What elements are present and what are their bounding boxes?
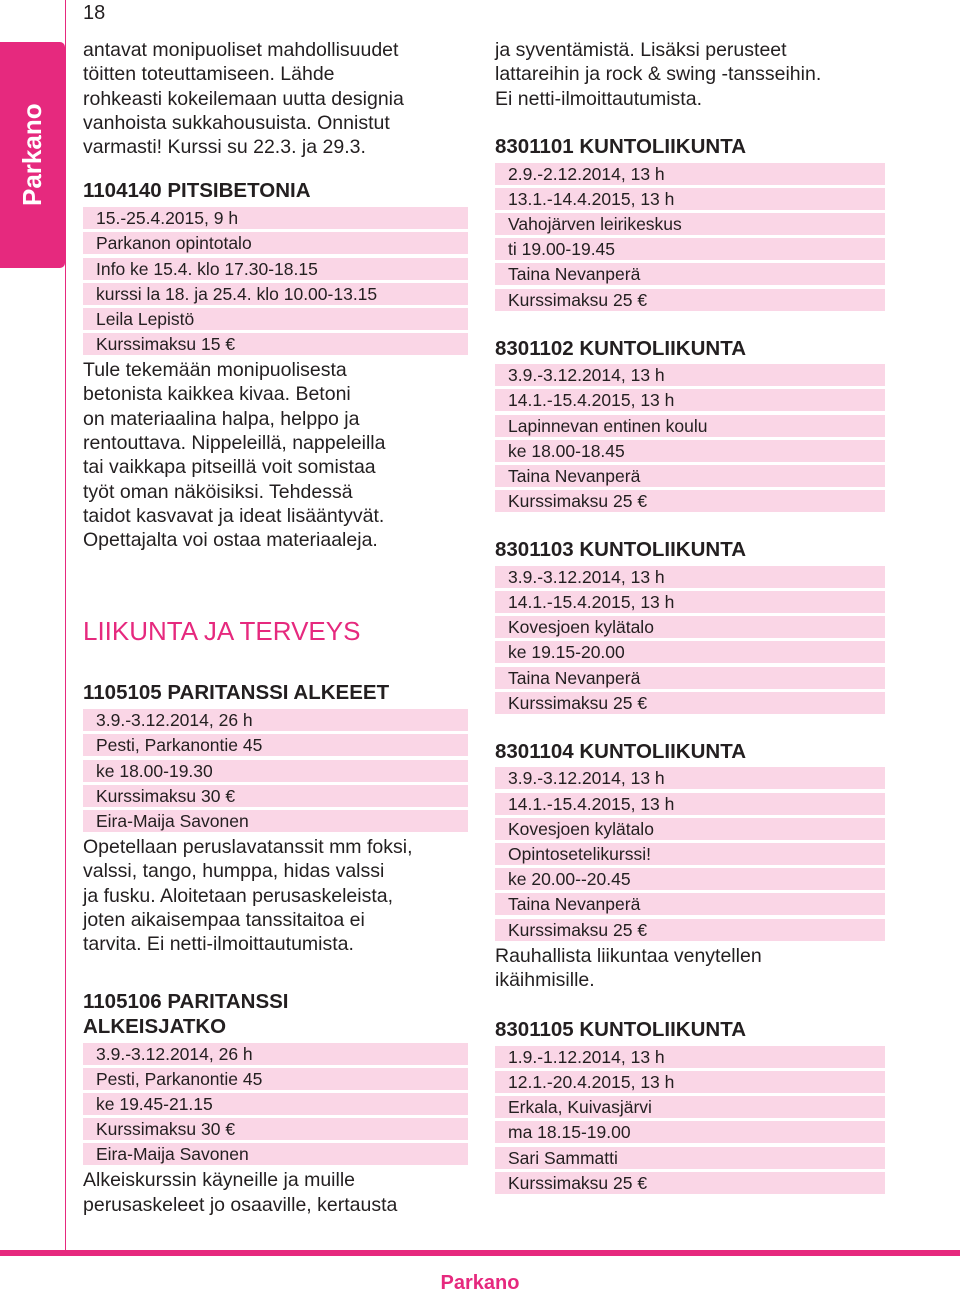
detail-line: 14.1.-15.4.2015, 13 h: [495, 389, 885, 411]
text-line: tai vaikkapa pitseillä voit somistaa: [83, 456, 376, 479]
course-title: [83, 681, 468, 706]
detail-line: Pesti, Parkanontie 45: [83, 1068, 468, 1090]
detail-line: Eira-Maija Savonen: [83, 810, 468, 832]
detail-line: Sari Sammatti: [495, 1147, 885, 1169]
detail-line: Kurssimaksu 30 €: [83, 1118, 468, 1140]
detail-line: Kurssimaksu 30 €: [83, 785, 468, 807]
detail-line: 13.1.-14.4.2015, 13 h: [495, 188, 885, 210]
text-line: 1105105 PARITANSSI ALKEEET: [83, 681, 390, 705]
course-title: [495, 337, 885, 362]
course-details: [83, 207, 468, 355]
detail-line: Taina Nevanperä: [495, 465, 885, 487]
detail-line: ti 19.00-19.45: [495, 238, 885, 260]
detail-line: 14.1.-15.4.2015, 13 h: [495, 793, 885, 815]
detail-line: 3.9.-3.12.2014, 26 h: [83, 709, 468, 731]
course-details: [495, 364, 885, 512]
text-line: taidot kasvavat ja ideat lisääntyvät.: [83, 504, 385, 527]
detail-line: ke 19.15-20.00: [495, 641, 885, 663]
course-details: [495, 163, 885, 311]
detail-line: Kurssimaksu 25 €: [495, 919, 885, 941]
course-8301104: [495, 740, 885, 992]
text-line: töitten toteuttamiseen. Lähde: [83, 63, 335, 86]
detail-line: Taina Nevanperä: [495, 893, 885, 915]
detail-line: Opintosetelikurssi!: [495, 843, 885, 865]
text-line: betonista kaikkea kivaa. Betoni: [83, 383, 351, 406]
detail-line: Vahojärven leirikeskus: [495, 213, 885, 235]
course-title: [495, 740, 885, 765]
text-line: Alkeiskurssin käyneille ja muille: [83, 1169, 356, 1192]
text-line: ja syventämistä. Lisäksi perusteet: [495, 39, 787, 61]
detail-line: Parkanon opintotalo: [83, 232, 468, 254]
course-8301105: [495, 1018, 885, 1194]
text-line: rentouttava. Nippeleillä, nappeleilla: [83, 432, 386, 454]
text-line: perusaskeleet jo osaaville, kertausta: [83, 1193, 398, 1216]
detail-line: 3.9.-3.12.2014, 26 h: [83, 1043, 468, 1065]
detail-line: 2.9.-2.12.2014, 13 h: [495, 163, 885, 185]
detail-line: Info ke 15.4. klo 17.30-18.15: [83, 258, 468, 280]
detail-line: Kurssimaksu 15 €: [83, 333, 468, 355]
detail-line: 14.1.-15.4.2015, 13 h: [495, 591, 885, 613]
course-1105106: [83, 990, 468, 1217]
text-line: Tule tekemään monipuolisesta: [83, 359, 347, 382]
course-title: [83, 990, 468, 1039]
text-line: lattareihin ja rock & swing -tansseihin.: [495, 63, 822, 86]
text-line: on materiaalina halpa, helppo ja: [83, 407, 360, 430]
course-description: [83, 835, 468, 956]
detail-line: Leila Lepistö: [83, 308, 468, 330]
right-column: [495, 38, 885, 1194]
detail-line: ke 19.45-21.15: [83, 1093, 468, 1115]
detail-line: ke 18.00-18.45: [495, 440, 885, 462]
text-line: joten aikaisempaa tanssitaitoa ei: [83, 908, 365, 931]
text-line: työt oman näköisiksi. Tehdessä: [83, 480, 353, 503]
margin-rule: [65, 0, 66, 1250]
detail-line: 3.9.-3.12.2014, 13 h: [495, 767, 885, 789]
detail-line: 3.9.-3.12.2014, 13 h: [495, 364, 885, 386]
detail-line: Kurssimaksu 25 €: [495, 1172, 885, 1194]
text-line: 1105106 PARITANSSI: [83, 990, 289, 1014]
detail-line: ke 18.00-19.30: [83, 760, 468, 782]
intro-text: [495, 38, 885, 111]
text-line: 8301105 KUNTOLIIKUNTA: [495, 1018, 747, 1042]
page-number: 18: [83, 2, 106, 24]
detail-line: Lapinnevan entinen koulu: [495, 415, 885, 437]
text-line: varmasti! Kurssi su 22.3. ja 29.3.: [83, 136, 366, 159]
text-line: Ei netti-ilmoittautumista.: [495, 87, 702, 110]
section-heading: LIIKUNTA JA TERVEYS: [83, 616, 361, 647]
course-8301101: [495, 135, 885, 311]
course-details: [495, 1046, 885, 1194]
course-8301103: [495, 538, 885, 714]
detail-line: Kurssimaksu 25 €: [495, 692, 885, 714]
text-line: 8301102 KUNTOLIIKUNTA: [495, 336, 747, 360]
text-line: rohkeasti kokeilemaan uutta designia: [83, 87, 404, 110]
footer-rule: [0, 1250, 960, 1256]
detail-line: Taina Nevanperä: [495, 263, 885, 285]
detail-line: ma 18.15-19.00: [495, 1121, 885, 1143]
left-column: [83, 38, 468, 1217]
text-line: Opetellaan peruslavatanssit mm foksi,: [83, 835, 413, 858]
detail-line: Kurssimaksu 25 €: [495, 490, 885, 512]
course-details: [495, 767, 885, 940]
detail-line: Kovesjoen kylätalo: [495, 818, 885, 840]
detail-line: 12.1.-20.4.2015, 13 h: [495, 1071, 885, 1093]
text-line: vanhoista sukkahousuista. Onnistut: [83, 111, 390, 134]
intro-text: [83, 38, 468, 159]
detail-line: 3.9.-3.12.2014, 13 h: [495, 566, 885, 588]
text-line: ja fusku. Aloitetaan perusaskeleista,: [83, 884, 394, 907]
course-1105105: [83, 681, 468, 956]
text-line: Opettajalta voi ostaa materiaaleja.: [83, 529, 378, 552]
course-description: [83, 358, 468, 552]
course-details: [83, 1043, 468, 1166]
text-line: Rauhallista liikuntaa venytellen: [495, 944, 762, 967]
course-title: [495, 1018, 885, 1043]
text-line: 8301103 KUNTOLIIKUNTA: [495, 538, 747, 562]
detail-line: Kovesjoen kylätalo: [495, 616, 885, 638]
detail-line: ke 20.00--20.45: [495, 868, 885, 890]
course-title: [495, 135, 885, 160]
detail-line: kurssi la 18. ja 25.4. klo 10.00-13.15: [83, 283, 468, 305]
course-1104140: [83, 179, 468, 552]
text-line: antavat monipuoliset mahdollisuudet: [83, 39, 399, 61]
detail-line: Eira-Maija Savonen: [83, 1143, 468, 1165]
text-line: 8301104 KUNTOLIIKUNTA: [495, 739, 747, 763]
detail-line: 1.9.-1.12.2014, 13 h: [495, 1046, 885, 1068]
detail-line: 15.-25.4.2015, 9 h: [83, 207, 468, 229]
course-title: [495, 538, 885, 563]
text-line: 1104140 PITSIBETONIA: [83, 179, 311, 203]
course-details: [83, 709, 468, 832]
text-line: tarvita. Ei netti-ilmoittautumista.: [83, 933, 354, 956]
detail-line: Erkala, Kuivasjärvi: [495, 1096, 885, 1118]
course-title: [83, 179, 468, 204]
course-description: [495, 944, 885, 993]
side-tab-label: Parkano: [17, 103, 47, 207]
detail-line: Pesti, Parkanontie 45: [83, 734, 468, 756]
course-description: [83, 1168, 468, 1217]
course-details: [495, 566, 885, 714]
footer-label: Parkano: [440, 1272, 520, 1294]
text-line: ALKEISJATKO: [83, 1014, 227, 1038]
course-8301102: [495, 337, 885, 513]
text-line: ikäihmisille.: [495, 968, 595, 991]
detail-line: Taina Nevanperä: [495, 667, 885, 689]
text-line: valssi, tango, humppa, hidas valssi: [83, 860, 385, 883]
text-line: 8301101 KUNTOLIIKUNTA: [495, 134, 747, 158]
detail-line: Kurssimaksu 25 €: [495, 289, 885, 311]
